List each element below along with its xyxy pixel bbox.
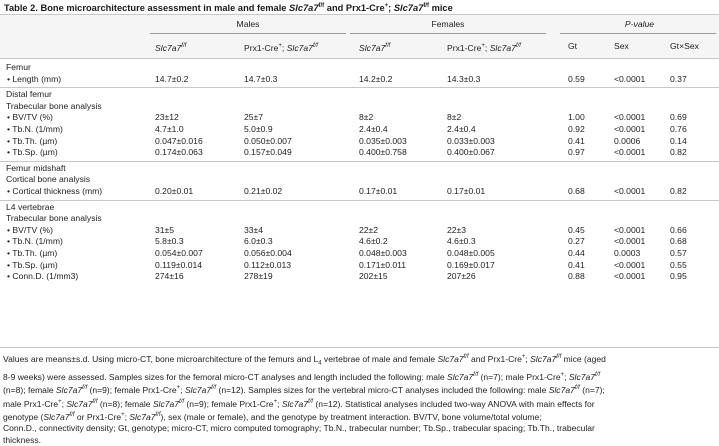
table-cell: 25±7 (244, 112, 264, 123)
section-heading: Trabecular bone analysis (6, 100, 102, 111)
table-cell: 14.3±0.3 (447, 73, 481, 84)
table-cell: 0.68 (568, 186, 585, 196)
table-cell: <0.0001 (614, 186, 646, 196)
males-underline (150, 33, 346, 34)
table-cell: 0.0006 (614, 135, 641, 146)
row-label: • Length (mm) (7, 73, 62, 84)
table-cell: 0.76 (670, 124, 687, 134)
table-cell: <0.0001 (614, 271, 646, 282)
section-heading: Femur (6, 62, 31, 72)
table-cell: 0.048±0.003 (359, 248, 407, 258)
col-female-control: $Slc7a7^{f/f}$ (359, 42, 391, 53)
table-cell: <0.0001 (614, 236, 646, 247)
footnote-line-1: Values are means±s.d. Using micro-CT, bone microarchitecture of the femurs and $L_4$ vertebrae of male and female $Slc7a7^{f/f}$ and Prx1-Cre+; $Slc7a7^{f/f}$ mice (aged (3, 353, 606, 367)
table-cell: 0.57 (670, 248, 687, 258)
footnote-line-3: (n=8); female $Slc7a7^{f/f}$ (n=9); female Prx1-Cre+; $Slc7a7^{f/f}$ (n=12). Samples sizes for the vertebral micro-CT analyses included the following: male $Slc7a7^{f/f}$ (n=7); (3, 385, 605, 396)
table-cell: 0.112±0.013 (244, 259, 292, 270)
row-label: • Tb.N. (1/mm) (7, 124, 63, 134)
table-cell: 0.41 (568, 135, 585, 146)
table-cell: 0.41 (568, 259, 585, 270)
table-cell: 4.6±0.2 (359, 236, 388, 247)
header-bottom-rule (0, 58, 719, 59)
row-label: • Tb.N. (1/mm) (7, 236, 63, 247)
top-rule (0, 14, 719, 15)
row-label: • Tb.Sp. (µm) (7, 259, 58, 270)
table-cell: 0.157±0.049 (244, 147, 292, 158)
table-cell: 8±2 (447, 112, 462, 123)
col-gt: Gt (568, 41, 578, 51)
table-cell: 0.97 (568, 147, 585, 158)
table-cell: 0.66 (670, 224, 687, 235)
table-cell: 0.056±0.004 (244, 248, 292, 258)
row-label: • Tb.Sp. (µm) (7, 147, 58, 158)
row-label: • Tb.Th. (µm) (7, 135, 58, 146)
table-cell: 0.047±0.016 (155, 135, 203, 146)
row-label: • Tb.Th. (µm) (7, 248, 58, 258)
col-male-control: $Slc7a7^{f/f}$ (155, 42, 187, 53)
table-cell: <0.0001 (614, 259, 646, 270)
table-cell: 0.21±0.02 (244, 186, 283, 196)
section-heading: Cortical bone analysis (6, 174, 91, 185)
table-cell: <0.0001 (614, 112, 646, 123)
col-female-prx1: Prx1-Cre+; $Slc7a7^{f/f}$ (447, 42, 521, 53)
row-label: • BV/TV (%) (7, 224, 53, 235)
table-cell: 8±2 (359, 112, 374, 123)
table-cell: 0.14 (670, 135, 687, 146)
group-pvalue: P-value (624, 19, 655, 29)
table-cell: 0.171±0.011 (359, 259, 407, 270)
table-cell: 0.55 (670, 259, 687, 270)
table-cell: 0.119±0.014 (155, 259, 203, 270)
table-cell: 274±16 (155, 271, 184, 282)
table-caption: Table 2. Bone microarchitecture assessment in male and female $Slc7a7^{f/f}$ and Prx1-Cre+; $Slc7a7^{f/f}$ mice (4, 3, 453, 14)
table-cell: 4.7±1.0 (155, 124, 184, 134)
table-cell: 0.44 (568, 248, 585, 258)
table-cell: 22±2 (359, 224, 379, 235)
table-cell: 6.0±0.3 (244, 236, 273, 247)
table-cell: 0.048±0.005 (447, 248, 495, 258)
table-cell: 0.17±0.01 (447, 186, 486, 196)
table-cell: 5.8±0.3 (155, 236, 184, 247)
section-heading: Distal femur (6, 89, 52, 100)
table-cell: 0.174±0.063 (155, 147, 203, 158)
table-cell: 5.0±0.9 (244, 124, 273, 134)
table-cell: <0.0001 (614, 147, 646, 158)
table-cell: <0.0001 (614, 224, 646, 235)
table-cell: 0.035±0.003 (359, 135, 407, 146)
row-divider (0, 161, 719, 162)
table-cell: 207±26 (447, 271, 476, 282)
table-cell: 0.17±0.01 (359, 186, 398, 196)
table-cell: 4.6±0.3 (447, 236, 476, 247)
table-cell: 278±19 (244, 271, 273, 282)
table-cell: 0.169±0.017 (447, 259, 495, 270)
table-cell: <0.0001 (614, 73, 646, 84)
row-divider (0, 200, 719, 201)
footnote-line-5: genotype ($Slc7a7^{f/f}$ or Prx1-Cre+; $Slc7a7^{f/f}$), sex (male or female), and the genotype by treatment interaction. BV/TV, bone volume/total volume; (3, 411, 542, 422)
pvalue-underline (560, 33, 716, 34)
group-males: Males (236, 19, 260, 29)
table-cell: 14.2±0.2 (359, 73, 393, 84)
females-underline (350, 33, 546, 34)
table-cell: <0.0001 (614, 124, 646, 134)
table-cell: 2.4±0.4 (447, 124, 476, 134)
table-cell: 0.400±0.758 (359, 147, 407, 158)
table-cell: 0.45 (568, 224, 585, 235)
table-cell: 0.82 (670, 147, 687, 158)
table-cell: 0.95 (670, 271, 687, 282)
col-male-prx1: Prx1-Cre+; $Slc7a7^{f/f}$ (244, 42, 318, 53)
table-cell: 14.7±0.2 (155, 73, 189, 84)
section-heading: L4 vertebrae (6, 201, 55, 212)
col-gtxsex: Gt×Sex (670, 41, 699, 51)
table-cell: 0.92 (568, 124, 585, 134)
table-cell: 0.20±0.01 (155, 186, 194, 196)
table-cell: 31±5 (155, 224, 175, 235)
table-cell: 22±3 (447, 224, 467, 235)
table-cell: 23±12 (155, 112, 179, 123)
footnote-line-6: Conn.D., connectivity density; Gt, genotype; micro-CT, micro computed tomography; Tb.N., trabecular number; Tb.Sp., trabecular spacing; Tb.Th., trabecular (3, 423, 595, 434)
row-divider (0, 87, 719, 88)
table-cell: 0.88 (568, 271, 585, 282)
table-cell: 0.69 (670, 112, 687, 123)
table-cell: 2.4±0.4 (359, 124, 388, 134)
table-cell: 202±15 (359, 271, 388, 282)
table-cell: 0.82 (670, 186, 687, 196)
table-cell: 0.37 (670, 73, 687, 84)
row-label: • Cortical thickness (mm) (7, 186, 103, 196)
table-cell: 0.59 (568, 73, 585, 84)
footnote-line-2: 8-9 weeks) were assessed. Samples sizes for the femoral micro-CT analyses and length included the following: male $Slc7a7^{f/f}$ (n=7); male Prx1-Cre+; $Slc7a7^{f/f}$ (3, 371, 600, 382)
row-label: • Conn.D. (1/mm3) (7, 271, 79, 282)
footnote-line-7: thickness. (3, 434, 42, 445)
table-cell: 0.050±0.007 (244, 135, 292, 146)
table-footnote (3, 352, 715, 446)
table-cell: 33±4 (244, 224, 264, 235)
table-cell: 0.054±0.007 (155, 248, 203, 258)
table-cell: 0.400±0.067 (447, 147, 495, 158)
table-cell: 1.00 (568, 112, 585, 123)
table-cell: 0.0003 (614, 248, 641, 258)
table-cell: 14.7±0.3 (244, 73, 278, 84)
table-cell: 0.033±0.003 (447, 135, 495, 146)
table-cell: 0.68 (670, 236, 687, 247)
col-sex: Sex (614, 41, 629, 51)
table-bottom-rule (0, 347, 719, 348)
table-cell: 0.27 (568, 236, 585, 247)
footnote-line-4: male Prx1-Cre+; $Slc7a7^{f/f}$ (n=8); female $Slc7a7^{f/f}$ (n=9); female Prx1-Cre+; $Slc7a7^{f/f}$ (n=12). Statistical analyses included two-way ANOVA with main effects for (3, 398, 595, 409)
row-label: • BV/TV (%) (7, 112, 53, 123)
group-females: Females (431, 19, 465, 29)
section-heading: Trabecular bone analysis (6, 213, 102, 224)
section-heading: Femur midshaft (6, 162, 66, 173)
